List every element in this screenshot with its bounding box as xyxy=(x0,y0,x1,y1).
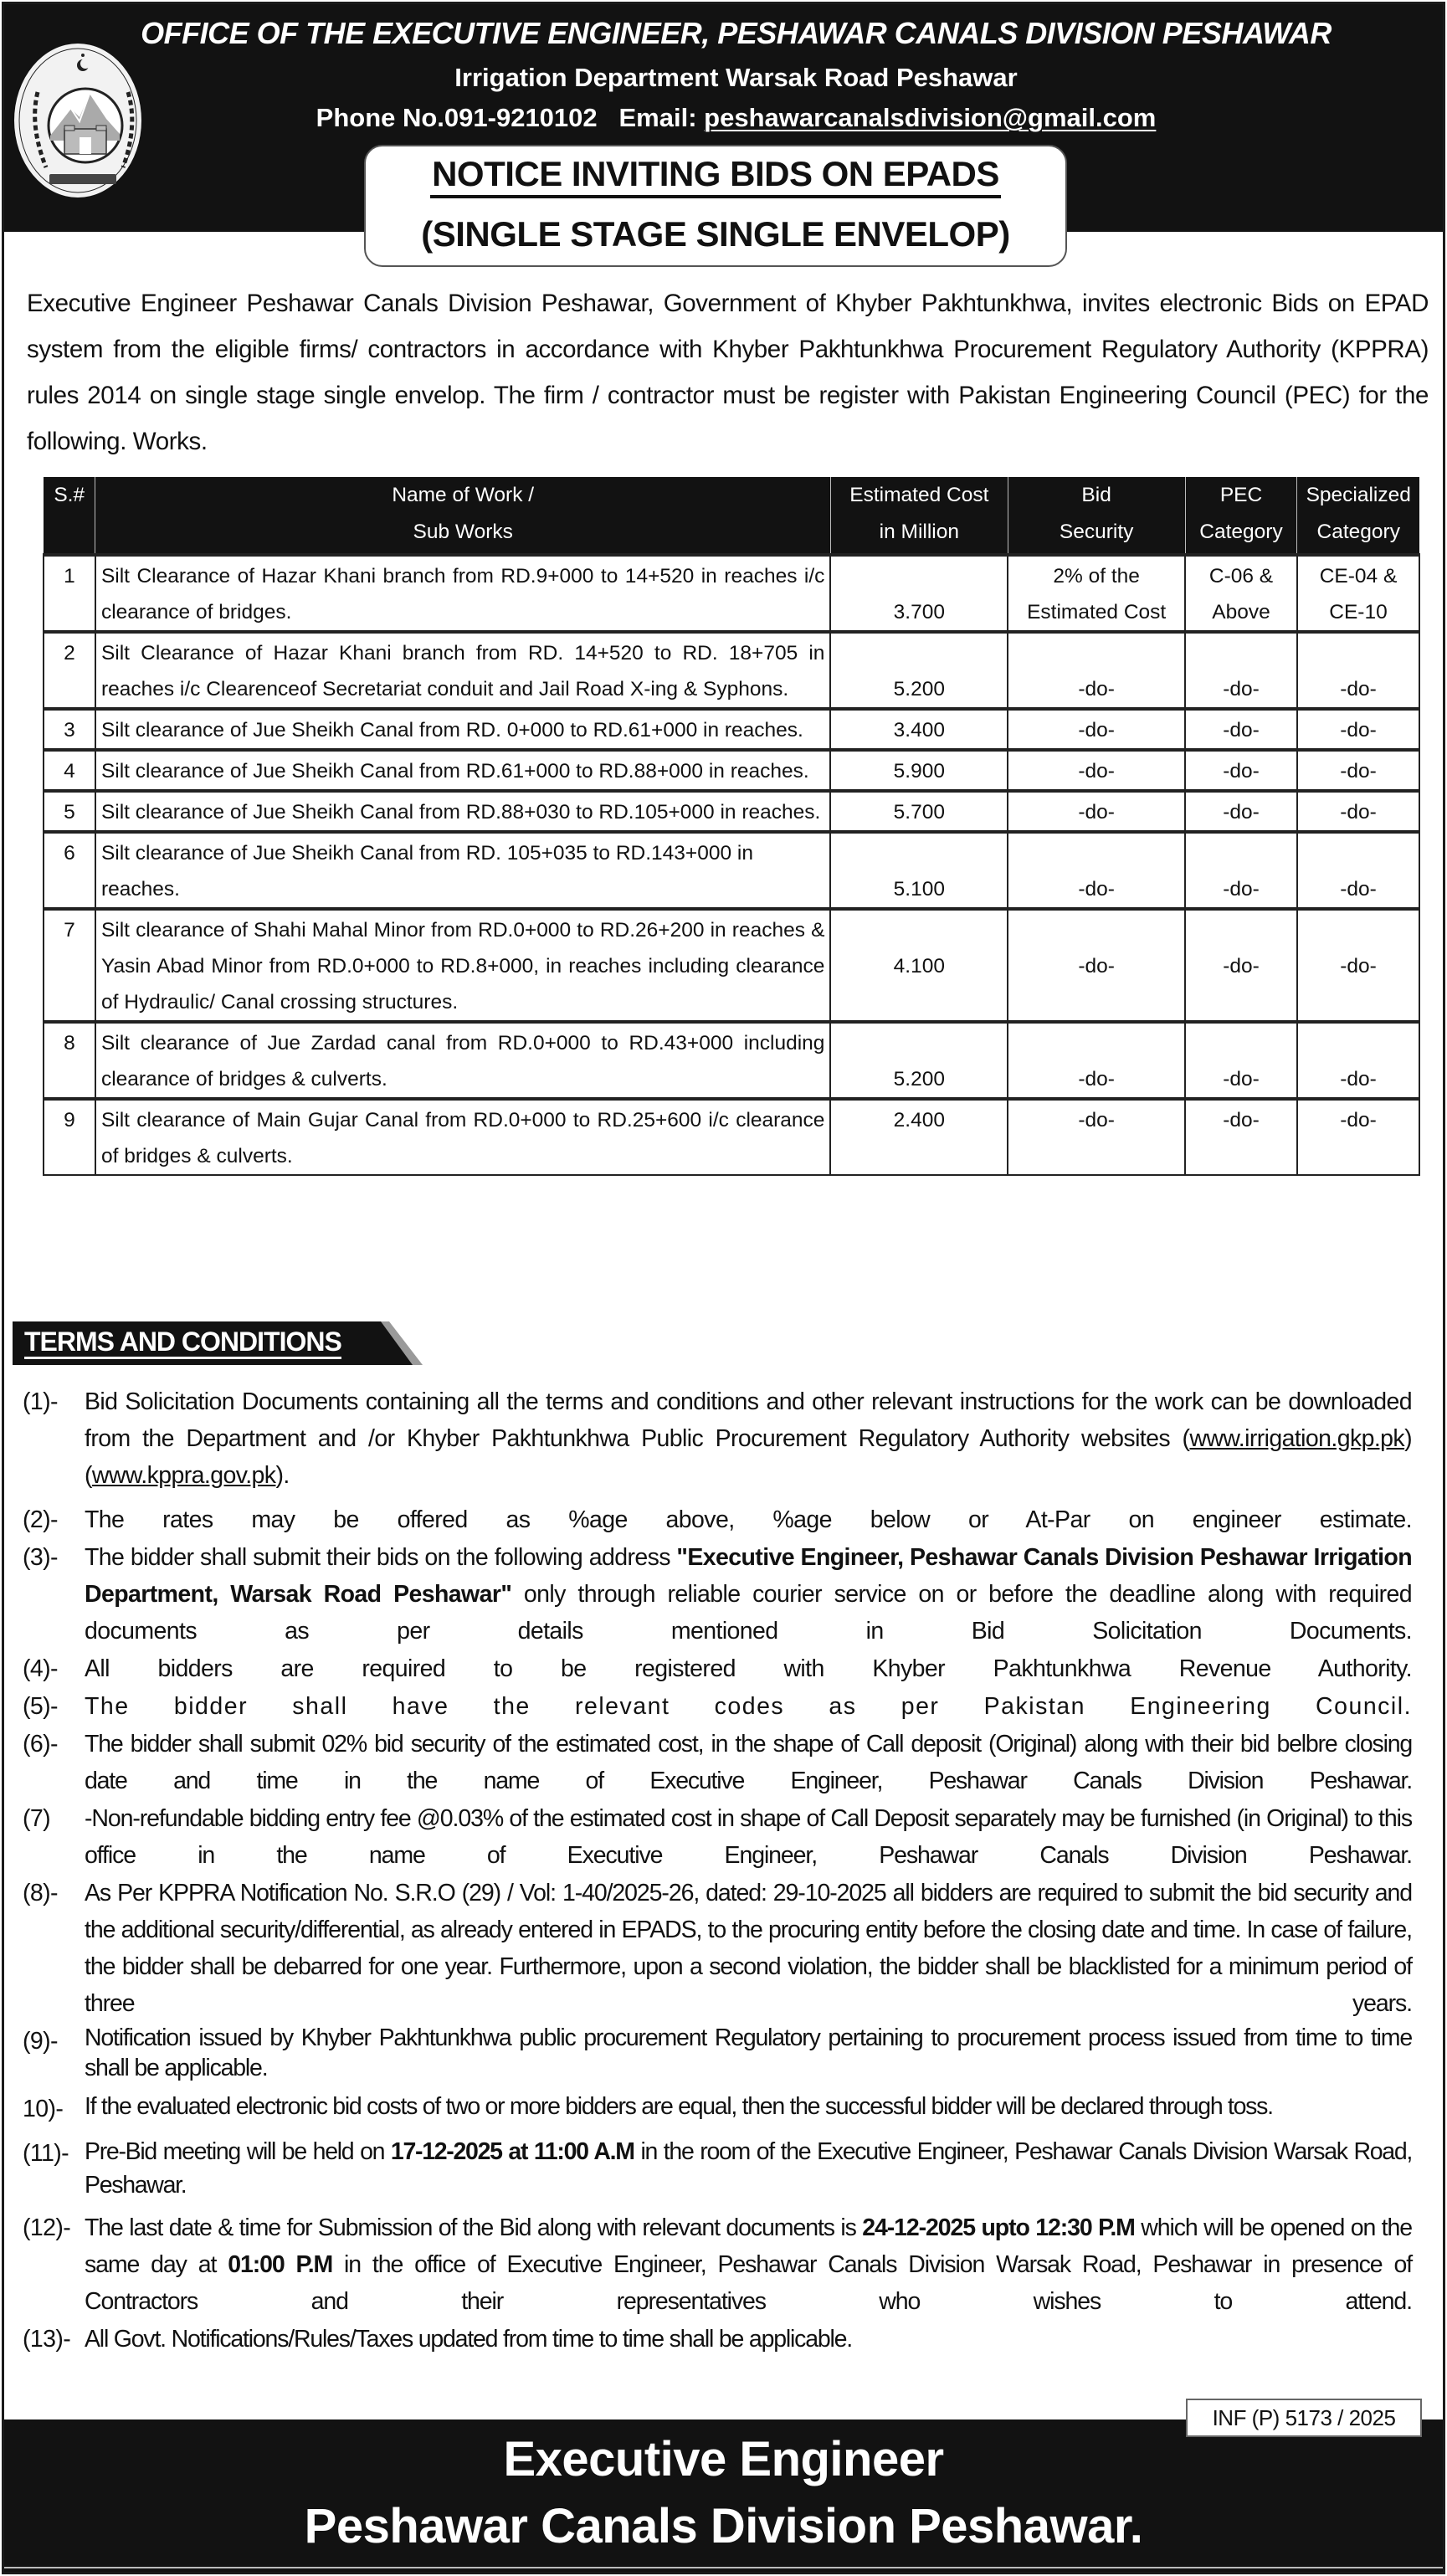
table-row xyxy=(44,709,1419,750)
cell-sn: 9 xyxy=(44,1099,95,1175)
term-item xyxy=(23,1875,1412,2022)
col-security: Bid Security xyxy=(1008,477,1185,555)
terms-heading xyxy=(13,1321,423,1365)
cell-sn: 7 xyxy=(44,909,95,1022)
term-text: Notification issued by Khyber Pakhtunkhwa public procurement Regulatory pertaining to procurement process issued from time to time shall be applicable. xyxy=(85,2024,1412,2081)
table-row xyxy=(44,632,1419,709)
cell-pec: -do- xyxy=(1185,909,1297,1022)
term-text: Pre-Bid meeting will be held on 17-12-2025 at 11:00 A.M in the room of the Executive Engineer, Peshawar Canals Division Warsak Road, Peshawar. xyxy=(85,2138,1413,2199)
email-label: Email: xyxy=(618,103,705,132)
term-number: (4)- xyxy=(23,1655,58,1682)
term-item xyxy=(23,1383,1412,1494)
col-pec: PEC Category xyxy=(1185,477,1297,555)
term-number: (13)- xyxy=(23,2326,71,2353)
term-text: -Non-refundable bidding entry fee @0.03% of the estimated cost in shape of Call Deposit separately may be furnished (in Original) to this office in the name of Executive Engineer, Peshawar Canals Division Peshawar. xyxy=(85,1805,1412,1869)
cell-cost: 3.400 xyxy=(830,709,1008,750)
cell-name: Silt Clearance of Hazar Khani branch from RD.9+000 to 14+520 in reaches i/c clearance of bridges. xyxy=(95,555,830,632)
cell-security: -do- xyxy=(1008,1099,1185,1175)
term-item xyxy=(23,1688,1412,1725)
term-number: (3)- xyxy=(23,1544,58,1571)
table-row xyxy=(44,1099,1419,1175)
cell-security: -do- xyxy=(1008,791,1185,832)
term-text: The bidder shall have the relevant codes as per Pakistan Engineering Council. xyxy=(85,1693,1412,1720)
notice-subtitle: (SINGLE STAGE SINGLE ENVELOP) xyxy=(421,214,1010,254)
cell-cost: 5.200 xyxy=(830,632,1008,709)
cell-sn: 6 xyxy=(44,832,95,909)
cell-security: -do- xyxy=(1008,1022,1185,1099)
cell-specialized: -do- xyxy=(1297,791,1419,832)
term-text: As Per KPPRA Notification No. S.R.O (29) / Vol: 1-40/2025-26, dated: 29-10-2025 all bidders are required to submit the bid security and the additional security/differential, as already entered in EPADS, to the procuring entity before the closing date and time. In case of failure, the bidder shall be debarred for one year. Furthermore, upon a second violation, the bidder shall be blacklisted for a minimum period of three years. xyxy=(85,1880,1412,2017)
signatory-office: Peshawar Canals Division Peshawar. xyxy=(304,2499,1143,2553)
bid-opening-time: 01:00 P.M xyxy=(228,2251,333,2278)
kppra-website-link[interactable]: www.kppra.gov.pk xyxy=(91,1462,276,1489)
terms-heading-label: TERMS AND CONDITIONS xyxy=(24,1326,341,1359)
term-text: All bidders are required to be registered with Khyber Pakhtunkhwa Revenue Authority. xyxy=(85,1655,1412,1682)
term-number: (1)- xyxy=(23,1388,58,1415)
cell-pec: -do- xyxy=(1185,1022,1297,1099)
cell-security: -do- xyxy=(1008,750,1185,791)
term-number: (7) xyxy=(23,1805,51,1832)
term-item xyxy=(23,2023,1412,2083)
cell-name: Silt clearance of Jue Zardad canal from RD.0+000 to RD.43+000 including clearance of bridges & culverts. xyxy=(95,1022,830,1099)
cell-cost: 5.900 xyxy=(830,750,1008,791)
term-text: Bid Solicitation Documents containing all the terms and conditions and other relevant instructions for the work can be downloaded from the Department and /or Khyber Pakhtunkhwa Public Procurement Regulatory Authority websites (www.irrigation.gkp.pk) (www.kppra.gov.pk). xyxy=(85,1388,1412,1489)
term-item xyxy=(23,1800,1412,1874)
cell-cost: 5.200 xyxy=(830,1022,1008,1099)
cell-cost: 4.100 xyxy=(830,909,1008,1022)
email-link[interactable]: peshawarcanalsdivision@gmail.com xyxy=(704,103,1157,132)
cell-specialized: -do- xyxy=(1297,709,1419,750)
table-row xyxy=(44,832,1419,909)
cell-sn: 3 xyxy=(44,709,95,750)
table-row xyxy=(44,1022,1419,1099)
notice-title: NOTICE INVITING BIDS ON EPADS xyxy=(430,153,1001,198)
cell-sn: 4 xyxy=(44,750,95,791)
cell-cost: 5.100 xyxy=(830,832,1008,909)
submission-deadline: 24-12-2025 upto 12:30 P.M xyxy=(862,2214,1135,2241)
term-text: The bidder shall submit 02% bid security of the estimated cost, in the shape of Call deposit (Original) along with their bid belbre closing date and time in the name of Executive Engineer, Peshawar Canals Division Peshawar. xyxy=(85,1731,1412,1794)
intro-paragraph: Executive Engineer Peshawar Canals Division Peshawar, Government of Khyber Pakhtunkhwa, invites electronic Bids on EPAD system from the eligible firms/ contractors in accordance with Khyber Pakhtunkhwa Procurement Regulatory Authority (KPPRA) rules 2014 on single stage single envelop. The firm / contractor must be register with Pakistan Engineering Council (PEC) for the following. Works. xyxy=(27,290,1429,455)
cell-specialized: -do- xyxy=(1297,632,1419,709)
col-specialized: Specialized Category xyxy=(1297,477,1419,555)
term-item xyxy=(23,1539,1412,1650)
cell-sn: 1 xyxy=(44,555,95,632)
term-item xyxy=(23,2091,1412,2127)
term-item xyxy=(23,1650,1412,1687)
cell-specialized: -do- xyxy=(1297,1022,1419,1099)
irrigation-website-link[interactable]: www.irrigation.gkp.pk xyxy=(1189,1425,1405,1452)
term-number: (11)- xyxy=(23,2140,69,2167)
cell-specialized: -do- xyxy=(1297,1099,1419,1175)
cell-name: Silt clearance of Jue Sheikh Canal from RD.61+000 to RD.88+000 in reaches. xyxy=(95,750,830,791)
cell-specialized: -do- xyxy=(1297,909,1419,1022)
notice-page xyxy=(2,2,1445,2574)
cell-sn: 5 xyxy=(44,791,95,832)
table-row xyxy=(44,555,1419,632)
cell-pec: C-06 & Above xyxy=(1185,555,1297,632)
cell-pec: -do- xyxy=(1185,632,1297,709)
term-number: (2)- xyxy=(23,1506,58,1533)
cell-name: Silt clearance of Main Gujar Canal from RD.0+000 to RD.25+600 i/c clearance of bridges & culverts. xyxy=(95,1099,830,1175)
signatory-title: Executive Engineer xyxy=(503,2432,944,2486)
cell-cost: 2.400 xyxy=(830,1099,1008,1175)
table-row xyxy=(44,791,1419,832)
term-item xyxy=(23,2209,1412,2320)
cell-cost: 3.700 xyxy=(830,555,1008,632)
office-title: OFFICE OF THE EXECUTIVE ENGINEER, PESHAWAR CANALS DIVISION PESHAWAR xyxy=(141,16,1332,50)
table-header-row xyxy=(44,477,1419,555)
pre-bid-meeting-datetime: 17-12-2025 at 11:00 A.M xyxy=(390,2138,634,2165)
terms-list xyxy=(23,1383,1412,2358)
cell-security: 2% of the Estimated Cost xyxy=(1008,555,1185,632)
term-number: (12)- xyxy=(23,2214,71,2241)
cell-sn: 2 xyxy=(44,632,95,709)
cell-name: Silt clearance of Jue Sheikh Canal from RD. 105+035 to RD.143+000 in reaches. xyxy=(95,832,830,909)
footer-band xyxy=(4,2419,1443,2572)
col-cost: Estimated Cost in Million xyxy=(830,477,1008,555)
cell-name: Silt clearance of Jue Sheikh Canal from RD. 0+000 to RD.61+000 in reaches. xyxy=(95,709,830,750)
cell-name: Silt clearance of Jue Sheikh Canal from RD.88+030 to RD.105+000 in reaches. xyxy=(95,791,830,832)
cell-specialized: -do- xyxy=(1297,832,1419,909)
table-row xyxy=(44,750,1419,791)
cell-security: -do- xyxy=(1008,709,1185,750)
term-item xyxy=(23,2321,1412,2358)
cell-pec: -do- xyxy=(1185,750,1297,791)
term-number: (8)- xyxy=(23,1880,58,1906)
term-number: (6)- xyxy=(23,1731,58,1758)
cell-pec: -do- xyxy=(1185,1099,1297,1175)
term-text: All Govt. Notifications/Rules/Taxes updated from time to time shall be applicable. xyxy=(85,2326,852,2353)
term-text: The bidder shall submit their bids on the following address "Executive Engineer, Peshawar Canals Division Peshawar Irrigation Department, Warsak Road Peshawar" only through reliable courier service on or before the deadline along with required documents as per details mentioned in Bid Solicitation Documents. xyxy=(85,1544,1412,1645)
term-text: The last date & time for Submission of the Bid along with relevant documents is 24-12-2025 upto 12:30 P.M which will be opened on the same day at 01:00 P.M in the office of Executive Engineer, Peshawar Canals Division Warsak Road, Peshawar in presence of Contractors and their representatives who wishes to attend. xyxy=(85,2214,1413,2315)
contact-line xyxy=(4,103,1443,133)
cell-pec: -do- xyxy=(1185,791,1297,832)
cell-cost: 5.700 xyxy=(830,791,1008,832)
term-item xyxy=(23,2135,1412,2202)
col-name: Name of Work / Sub Works xyxy=(95,477,830,555)
department-address: Irrigation Department Warsak Road Peshawar xyxy=(454,63,1018,92)
cell-specialized: CE-04 & CE-10 xyxy=(1297,555,1419,632)
cell-specialized: -do- xyxy=(1297,750,1419,791)
term-item xyxy=(23,1501,1412,1538)
term-text: If the evaluated electronic bid costs of two or more bidders are equal, then the successful bidder will be declared through toss. xyxy=(85,2093,1273,2120)
works-table xyxy=(43,477,1420,1176)
phone-number: Phone No.091-9210102 xyxy=(316,103,598,132)
cell-name: Silt clearance of Shahi Mahal Minor from RD.0+000 to RD.26+200 in reaches & Yasin Abad Minor from RD.0+000 to RD.8+000, in reaches including clearance of Hydraulic/ Canal crossing structures. xyxy=(95,909,830,1022)
table-row xyxy=(44,909,1419,1022)
cell-security: -do- xyxy=(1008,909,1185,1022)
term-number: (5)- xyxy=(23,1693,58,1720)
col-sn: S.# xyxy=(44,477,95,555)
term-number: 10)- xyxy=(23,2096,64,2122)
cell-pec: -do- xyxy=(1185,709,1297,750)
term-text: The rates may be offered as %age above, %age below or At-Par on engineer estimate. xyxy=(85,1506,1412,1533)
cell-sn: 8 xyxy=(44,1022,95,1099)
term-item xyxy=(23,1726,1412,1799)
submission-address: "Executive Engineer, Peshawar Canals Division Peshawar Irrigation Department, Warsak Road Peshawar" xyxy=(85,1544,1412,1608)
cell-security: -do- xyxy=(1008,832,1185,909)
cell-name: Silt Clearance of Hazar Khani branch from RD. 14+520 to RD. 18+705 in reaches i/c Clearenceof Secretariat conduit and Jail Road X-ing & Syphons. xyxy=(95,632,830,709)
cell-pec: -do- xyxy=(1185,832,1297,909)
notice-title-box xyxy=(364,145,1067,267)
reference-number: INF (P) 5173 / 2025 xyxy=(1186,2399,1422,2437)
cell-security: -do- xyxy=(1008,632,1185,709)
term-number: (9)- xyxy=(23,2028,58,2055)
